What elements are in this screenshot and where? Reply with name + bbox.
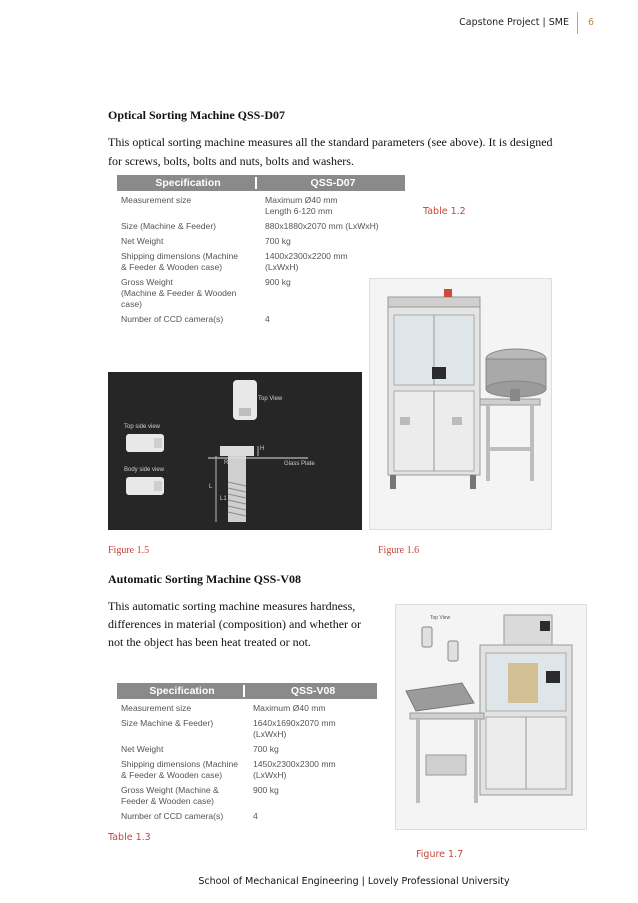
label-r: R bbox=[224, 460, 229, 466]
table-row: Shipping dimensions (Machine & Feeder & Wooden case) 1450x2300x2300 mm (LxWxH) bbox=[121, 759, 336, 780]
table-row: Measurement size Maximum Ø40 mm Length 6-120 mm bbox=[121, 195, 338, 216]
section-paragraph-line1: This automatic sorting machine measures hardness, bbox=[108, 599, 356, 613]
control-screen bbox=[432, 367, 446, 379]
label-top-view: Top View bbox=[430, 615, 451, 621]
spec-table-qss-d07 bbox=[117, 175, 405, 325]
label-glass-plate: Glass Plate bbox=[284, 461, 315, 467]
optical-views-illustration bbox=[108, 372, 362, 530]
label-l: L bbox=[209, 484, 213, 490]
spec-table-header bbox=[117, 175, 405, 191]
section-heading-qss-v08: Automatic Sorting Machine QSS-V08 bbox=[108, 572, 301, 586]
table-row: Number of CCD camera(s) 4 bbox=[121, 811, 258, 821]
table-row: Size Machine & Feeder) 1640x1690x2070 mm (LxWxH) bbox=[121, 718, 336, 739]
page-footer: School of Mechanical Engineering | Lovely Professional University bbox=[198, 876, 510, 887]
label-top-side-view: Top side view bbox=[124, 424, 161, 430]
figure-caption-1-5: Figure 1.5 bbox=[108, 545, 150, 556]
figure-machine-qss-v08 bbox=[395, 604, 587, 830]
table-row: Number of CCD camera(s) 4 bbox=[121, 314, 270, 324]
table-row: Shipping dimensions (Machine & Feeder & Wooden case) 1400x2300x2200 mm (LxWxH) bbox=[121, 251, 348, 272]
figure-caption-1-7: Figure 1.7 bbox=[416, 849, 464, 860]
table-row: Net Weight 700 kg bbox=[121, 236, 291, 246]
table-row: Size (Machine & Feeder) 880x1880x2070 mm (LxWxH) bbox=[121, 221, 379, 231]
spec-header-col1: Specification bbox=[117, 685, 245, 697]
figure-machine-qss-d07 bbox=[369, 278, 552, 530]
figure-optical-views bbox=[108, 372, 362, 530]
page-header bbox=[459, 12, 608, 34]
spec-header-col1: Specification bbox=[117, 177, 257, 189]
section-heading-qss-d07: Optical Sorting Machine QSS-D07 bbox=[108, 108, 286, 122]
label-l1: L1 bbox=[220, 496, 227, 502]
label-e: E bbox=[236, 460, 241, 466]
table-row: Net Weight 700 kg bbox=[121, 744, 279, 754]
section-paragraph-line2: differences in material (composition) and whether or bbox=[108, 617, 362, 631]
table-row: Gross Weight (Machine & Feeder & Wooden case) 900 kg bbox=[121, 277, 291, 309]
header-title: Capstone Project | SME bbox=[459, 12, 578, 34]
page-number: 6 bbox=[588, 17, 595, 28]
spec-header-col2: QSS-D07 bbox=[310, 177, 356, 189]
section-paragraph-line3: not the object has been heat treated or not. bbox=[108, 635, 311, 649]
table-row: Measurement size Maximum Ø40 mm bbox=[121, 703, 326, 713]
spec-table-header bbox=[117, 683, 377, 699]
machine-illustration bbox=[370, 279, 552, 530]
figure-caption-1-6: Figure 1.6 bbox=[378, 545, 420, 556]
table-row: Gross Weight (Machine & Feeder & Wooden case) 900 kg bbox=[121, 785, 279, 806]
table-caption-1-3: Table 1.3 bbox=[108, 832, 151, 843]
label-top-view: Top View bbox=[258, 396, 283, 402]
spec-header-col2: QSS-V08 bbox=[290, 685, 336, 697]
section-paragraph-line1: This optical sorting machine measures all the standard parameters (see above). It is designed bbox=[108, 135, 553, 149]
spec-table-qss-v08 bbox=[117, 683, 377, 822]
label-body-side-view: Body side view bbox=[124, 467, 165, 473]
label-h: H bbox=[260, 446, 265, 452]
machine-illustration bbox=[396, 605, 587, 830]
section-paragraph-line2: for screws, bolts, bolts and nuts, bolts and washers. bbox=[108, 154, 354, 168]
table-caption-1-2: Table 1.2 bbox=[423, 206, 466, 217]
